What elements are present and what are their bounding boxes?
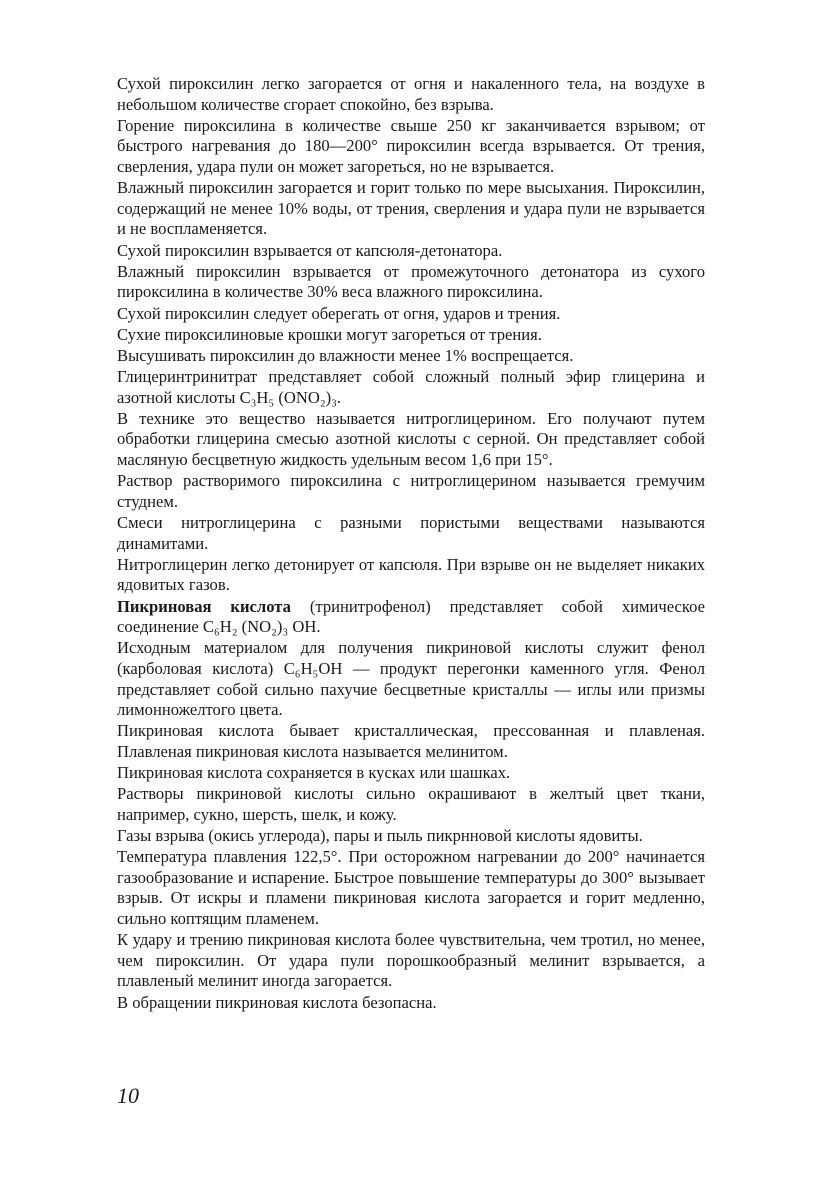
paragraph: Исходным материалом для получения пикриновой кислоты служит фенол (карболовая кислота) C₆H₅OH — продукт перегонки каменного угля. Фенол представляет собой сильно пахучие бесцветные кристаллы — иглы или призмы лимонножелтого цвета.: [117, 638, 705, 720]
paragraph: Раствор растворимого пироксилина с нитроглицерином называется гремучим студнем.: [117, 471, 705, 511]
paragraph: Пикриновая кислота сохраняется в кусках или шашках.: [117, 763, 511, 783]
picric-acid-paragraph: [117, 597, 705, 638]
paragraph: Смеси нитроглицерина с разными пористыми веществами называются динамитами.: [117, 513, 705, 553]
paragraph: Сухой пироксилин легко загорается от огня и накаленного тела, на воздухе в небольшом количестве сгорает спокойно, без взрыва.: [117, 74, 705, 114]
paragraph: Сухой пироксилин следует оберегать от огня, ударов и трения.: [117, 303, 561, 323]
paragraph: Влажный пироксилин загорается и горит только по мере высыхания. Пироксилин, содержащий не менее 10% воды, от трения, сверления и удара пули не взрывается и не воспламеняется.: [117, 178, 705, 239]
body-text: [117, 74, 705, 1014]
paragraph: Сухой пироксилин взрывается от капсюля-детонатора.: [117, 240, 503, 260]
paragraph: Глицеринтринитрат представляет собой сложный полный эфир глицерина и азотной кислоты C₃H₅ (ONO₂)₃.: [117, 367, 705, 407]
paragraph: Влажный пироксилин взрывается от промежуточного детонатора из сухого пироксилина в количестве 30% веса влажного пироксилина.: [117, 261, 705, 302]
page-number: 10: [117, 1083, 139, 1108]
picric-acid-heading: Пикриновая кислота: [117, 596, 291, 616]
paragraph: Температура плавления 122,5°. При осторожном нагревании до 200° начинается газообразование и испарение. Быстрое повышение температуры до 300° вызывает взрыв. От искры и пламени пикриновая кислота загорается и горит медленно, сильно коптящим пламенем.: [117, 847, 705, 929]
paragraph: Нитроглицерин легко детонирует от капсюля. При взрыве он не выделяет никаких ядовитых газов.: [117, 554, 705, 595]
paragraph: Растворы пикриновой кислоты сильно окрашивают в желтый цвет ткани, например, сукно, шерсть, шелк, и кожу.: [117, 784, 705, 824]
picric-acid-intro: (тринитрофенол) представляет собой химическое соединение C₆H₂ (NO₂)₃ OH.: [117, 596, 705, 637]
paragraph: Горение пироксилина в количестве свыше 250 кг заканчивается взрывом; от быстрого нагревания до 180—200° пироксилин всегда взрывается. От трения, сверления, удара пули он может загореться, но не взрывается.: [117, 115, 705, 176]
paragraph: В технике это вещество называется нитроглицерином. Его получают путем обработки глицерина смесью азотной кислоты с серной. Он представляет собой масляную бесцветную жидкость удельным весом 1,6 при 15°.: [117, 408, 705, 470]
paragraph: В обращении пикриновая кислота безопасна.: [117, 992, 437, 1012]
paragraph: К удару и трению пикриновая кислота более чувствительна, чем тротил, но менее, чем пироксилин. От удара пули порошкообразный мелинит взрывается, а плавленый мелинит иногда загорается.: [117, 930, 705, 991]
paragraph: Высушивать пироксилин до влажности менее 1% воспрещается.: [117, 345, 574, 365]
paragraph: Сухие пироксилиновые крошки могут загореться от трения.: [117, 324, 542, 344]
paragraph: Газы взрыва (окись углерода), пары и пыль пикрнновой кислоты ядовиты.: [117, 826, 643, 846]
paragraph: Пикриновая кислота бывает кристаллическая, прессованная и плавленая. Плавленая пикриновая кислота называется мелинитом.: [117, 721, 705, 761]
